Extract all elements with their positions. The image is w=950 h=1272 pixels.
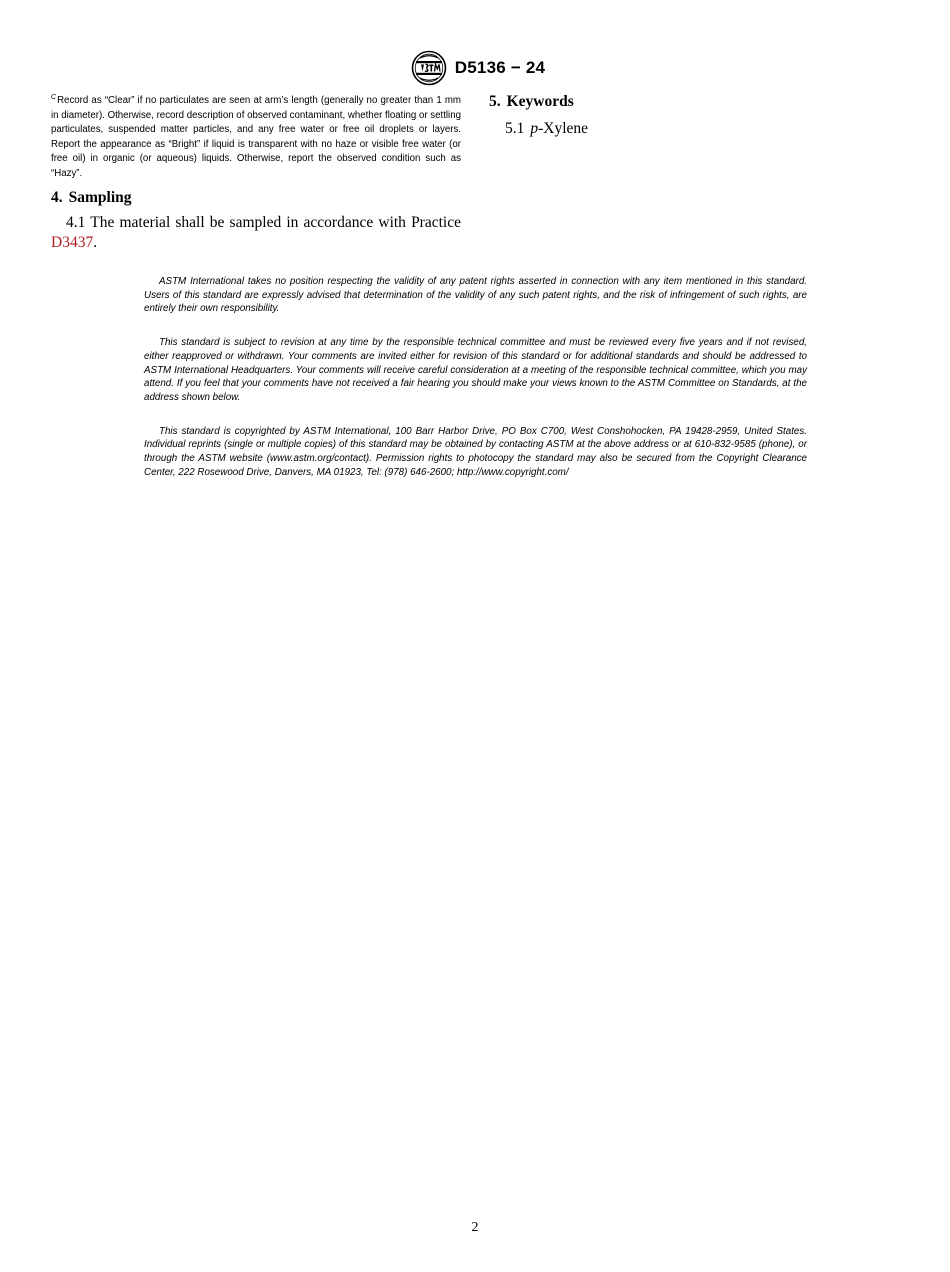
astm-logo-icon [411, 50, 447, 86]
keyword-term: -Xylene [538, 120, 589, 137]
footnote-marker: C [51, 94, 57, 101]
legal-notices [144, 275, 807, 499]
page-header [0, 50, 950, 86]
keywords-paragraph [505, 119, 588, 139]
table-footnote [51, 94, 461, 182]
footnote-text: Record as “Clear” if no particulates are seen at arm’s length (generally no greater than 1 mm in diameter). Otherwise, record description of observed contaminant, whether floating or settling particulates, suspended matter particles, and any free water or free oil droplets or layers. Report the appearance as “Bright” if liquid is transparent with no haze or visible free water (or free oil) in organic (or aqueous) liquids. Otherwise, report the observed condition such as “Hazy”. [51, 95, 461, 179]
page-number: 2 [471, 1220, 479, 1235]
section-title: Keywords [506, 93, 574, 110]
patent-notice: ASTM International takes no position respecting the validity of any patent rights asserted in connection with any item mentioned in this standard. Users of this standard are expressly advised that determination of the validity of any such patent rights, and the risk of infringement of such rights, are entirely their own responsibility. [144, 276, 807, 315]
copyright-notice: This standard is copyrighted by ASTM International, 100 Barr Harbor Drive, PO Box C700, West Conshohocken, PA 19428-2959, United States. Individual reprints (single or multiple copies) of this standard may be obtained by contacting ASTM at the above address or at 610-832-9585 (phone), or through the ASTM website (www.astm.org/contact). Permission rights to photocopy the standard may also be secured from the Copyright Clearance Center, 222 Rosewood Drive, Danvers, MA 01923, Tel: (978) 646-2600; http://www.copyright.com/ [144, 425, 807, 478]
sampling-paragraph [51, 213, 461, 252]
section-number: 4. [51, 189, 63, 206]
reference-link-d3437[interactable]: D3437 [51, 233, 94, 251]
keyword-italic-prefix: p [530, 120, 539, 137]
section-number: 5. [489, 93, 501, 110]
paragraph-end: . [93, 233, 98, 251]
paragraph-number: 4.1 [66, 214, 86, 231]
document-id: D5136 − 24 [454, 58, 546, 77]
page-header-inner [411, 50, 545, 86]
section-heading-sampling [51, 189, 132, 207]
paragraph-text: The material shall be sampled in accordance with Practice [90, 214, 461, 231]
paragraph-number: 5.1 [505, 120, 525, 137]
revision-notice: This standard is subject to revision at any time by the responsible technical committee and must be reviewed every five years and if not revised, either reapproved or withdrawn. Your comments are invited either for revision of this standard or for additional standards and should be addressed to ASTM International Headquarters. Your comments will receive careful consideration at a meeting of the responsible technical committee, which you may attend. If you feel that your comments have not received a fair hearing you should make your views known to the ASTM Committee on Standards, at the address shown below. [144, 337, 807, 403]
section-title: Sampling [68, 189, 132, 206]
section-heading-keywords [489, 93, 574, 111]
